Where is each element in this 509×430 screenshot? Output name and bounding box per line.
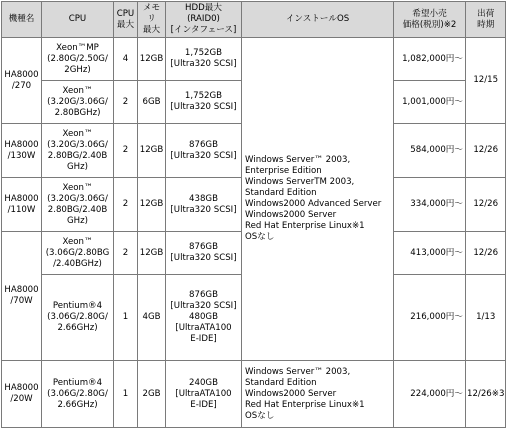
cell-text-line: [Ultra320 SCSI] — [170, 150, 237, 161]
price-cell: 224,000円〜 — [394, 361, 466, 428]
price-cell: 216,000円〜 — [394, 275, 466, 361]
ship-cell: 1/13 — [466, 275, 506, 361]
cell-text-line: Windows Server™ 2003, — [245, 155, 351, 165]
cell-text-line: 240GB — [189, 377, 218, 388]
memory-cell: 12GB — [138, 232, 166, 275]
price-cell: 334,000円〜 — [394, 178, 466, 232]
cell-text-line: Windows2000 Server — [245, 210, 337, 220]
cell-text-line: Windows ServerTM 2003, — [245, 177, 355, 187]
header-row — [2, 2, 506, 38]
header-hdd — [166, 2, 242, 38]
cell-text-line: /20W — [10, 394, 33, 404]
memory-cell: 12GB — [138, 124, 166, 178]
model-cell — [2, 361, 42, 428]
cpu-max-cell: 2 — [114, 232, 138, 275]
cell-text-line: 2.66GHz) — [57, 399, 98, 410]
cell-text-line: /270 — [11, 80, 32, 91]
cell-text-line: 1,752GB — [184, 91, 223, 101]
memory-cell: 12GB — [138, 38, 166, 81]
cell-text-line: 出荷 — [477, 8, 495, 19]
cpu-cell — [42, 38, 114, 81]
cell-text-line: HA8000 — [4, 139, 39, 150]
cell-text-line: Standard Edition — [245, 188, 317, 198]
cell-text-line: Windows2000 Advanced Server — [245, 199, 382, 209]
cell-text-line: [Ultra320 SCSI] — [170, 102, 237, 112]
model-cell — [2, 38, 42, 124]
cell-text-line: Xeon™MP — [56, 42, 99, 53]
cell-text-line: 2.66GHz) — [57, 323, 98, 333]
ship-cell: 12/26 — [466, 178, 506, 232]
header-cpu: CPU — [42, 2, 114, 38]
cpu-cell — [42, 361, 114, 428]
memory-cell: 12GB — [138, 178, 166, 232]
hdd-cell — [166, 232, 242, 275]
cell-text-line: 最大 — [142, 25, 161, 35]
cpu-cell — [42, 81, 114, 124]
hdd-cell — [166, 361, 242, 428]
cell-text-line: 2GHz) — [64, 64, 91, 75]
hdd-cell — [166, 81, 242, 124]
os-cell — [242, 38, 394, 361]
cpu-max-cell: 4 — [114, 38, 138, 81]
os-cell — [242, 361, 394, 428]
header-ship — [466, 2, 506, 38]
cell-text-line: Xeon™ — [62, 128, 93, 139]
cell-text-line: Pentium®4 — [52, 377, 103, 388]
table-row — [2, 361, 506, 428]
cell-text-line: 876GB — [189, 139, 218, 150]
spec-table-wrapper — [1, 1, 506, 428]
table-row — [2, 38, 506, 81]
cpu-max-cell: 1 — [114, 275, 138, 361]
cell-text-line: (RAID0) — [187, 14, 220, 24]
cpu-cell — [42, 275, 114, 361]
cpu-cell — [42, 178, 114, 232]
header-mem-max — [138, 2, 166, 38]
cell-text-line: 1,752GB — [184, 48, 223, 58]
cell-text-line: (3.20G/3.06G/ — [47, 96, 108, 107]
price-cell: 584,000円〜 — [394, 124, 466, 178]
cell-text-line: Xeon™ — [62, 182, 93, 193]
header-model: 機種名 — [2, 2, 42, 38]
ship-cell: 12/26 — [466, 232, 506, 275]
header-price — [394, 2, 466, 38]
memory-cell: 2GB — [138, 361, 166, 428]
cell-text-line: Xeon™ — [62, 85, 93, 96]
cell-text-line: GHz) — [67, 215, 88, 226]
model-cell — [2, 178, 42, 232]
cell-text-line: [UltraATA100 — [175, 323, 232, 333]
memory-cell: 6GB — [138, 81, 166, 124]
cell-text-line: メモリ — [142, 3, 161, 24]
cell-text-line: GHz) — [67, 161, 88, 172]
cell-text-line: (3.20G/3.06G/ — [47, 193, 108, 204]
cpu-max-cell: 2 — [114, 81, 138, 124]
cell-text-line: 最大 — [116, 19, 135, 30]
hdd-cell — [166, 38, 242, 81]
cpu-max-cell: 2 — [114, 124, 138, 178]
header-cpu-max — [114, 2, 138, 38]
cell-text-line: OSなし — [245, 410, 275, 421]
price-cell: 413,000円〜 — [394, 232, 466, 275]
cell-text-line: 価格(税別)※2 — [402, 19, 457, 30]
cell-text-line: 480GB — [189, 312, 218, 322]
cell-text-line: HA8000 — [4, 193, 39, 204]
cpu-cell — [42, 232, 114, 275]
cell-text-line: 希望小売 — [412, 8, 447, 19]
cell-text-line: Red Hat Enterprise Linux※1 — [245, 399, 365, 410]
cell-text-line: E-IDE] — [190, 399, 217, 410]
cell-text-line: Windows2000 Server — [245, 388, 337, 399]
cell-text-line: 時期 — [477, 19, 495, 30]
cell-text-line: [Ultra320 SCSI] — [170, 204, 237, 215]
hdd-cell — [166, 178, 242, 232]
ship-cell: 12/26 — [466, 124, 506, 178]
cell-text-line: 876GB — [189, 290, 218, 300]
cell-text-line: /110W — [7, 204, 36, 215]
cell-text-line: (2.80G/2.50G/ — [47, 53, 108, 64]
cell-text-line: [Ultra320 SCSI] — [170, 59, 237, 69]
cell-text-line: 2.80BG/2.40B — [47, 204, 108, 215]
cell-text-line: /70W — [10, 296, 33, 306]
model-cell — [2, 124, 42, 178]
cpu-max-cell: 1 — [114, 361, 138, 428]
price-cell: 1,082,000円〜 — [394, 38, 466, 81]
memory-cell: 4GB — [138, 275, 166, 361]
cell-text-line: HDD最大 — [185, 3, 222, 13]
cell-text-line: [UltraATA100 — [175, 388, 232, 399]
cell-text-line: (3.06G/2.80BG — [45, 247, 110, 258]
header-os: インストールOS — [242, 2, 394, 38]
ship-cell: 12/26※3 — [466, 361, 506, 428]
cell-text-line: Standard Edition — [245, 377, 317, 388]
cell-text-line: OSなし — [245, 232, 275, 242]
cell-text-line: [Ultra320 SCSI] — [170, 253, 237, 263]
cell-text-line: 876GB — [189, 242, 218, 252]
cell-text-line: HA8000 — [4, 69, 39, 80]
cell-text-line: (3.06G/2.80G/ — [47, 388, 108, 399]
cell-text-line: Enterprise Edition — [245, 166, 322, 176]
cell-text-line: (3.06G/2.80G/ — [47, 312, 108, 322]
cell-text-line: 2.80BG/2.40B — [47, 150, 108, 161]
cell-text-line: Red Hat Enterprise Linux※1 — [245, 221, 365, 231]
cell-text-line: HA8000 — [4, 383, 39, 393]
cell-text-line: Xeon™ — [62, 236, 93, 247]
cell-text-line: 2.80BGHz) — [54, 107, 101, 118]
ship-cell: 12/15 — [466, 38, 506, 124]
hdd-cell — [166, 124, 242, 178]
cell-text-line: (3.20G/3.06G/ — [47, 139, 108, 150]
cell-text-line: HA8000 — [4, 285, 39, 295]
cell-text-line: [Ultra320 SCSI] — [170, 301, 237, 311]
cpu-cell — [42, 124, 114, 178]
price-cell: 1,001,000円〜 — [394, 81, 466, 124]
hdd-cell — [166, 275, 242, 361]
cell-text-line: E-IDE] — [190, 334, 217, 344]
cell-text-line: [インタフェース] — [170, 25, 237, 35]
cell-text-line: Pentium®4 — [52, 301, 103, 311]
cell-text-line: /130W — [7, 150, 36, 161]
model-cell — [2, 232, 42, 361]
cell-text-line: CPU — [116, 8, 135, 19]
server-spec-table — [1, 1, 506, 428]
cell-text-line: 438GB — [189, 193, 218, 204]
cell-text-line: /2.40BGHz) — [53, 258, 102, 269]
cpu-max-cell: 2 — [114, 178, 138, 232]
cell-text-line: Windows Server™ 2003, — [245, 366, 351, 377]
